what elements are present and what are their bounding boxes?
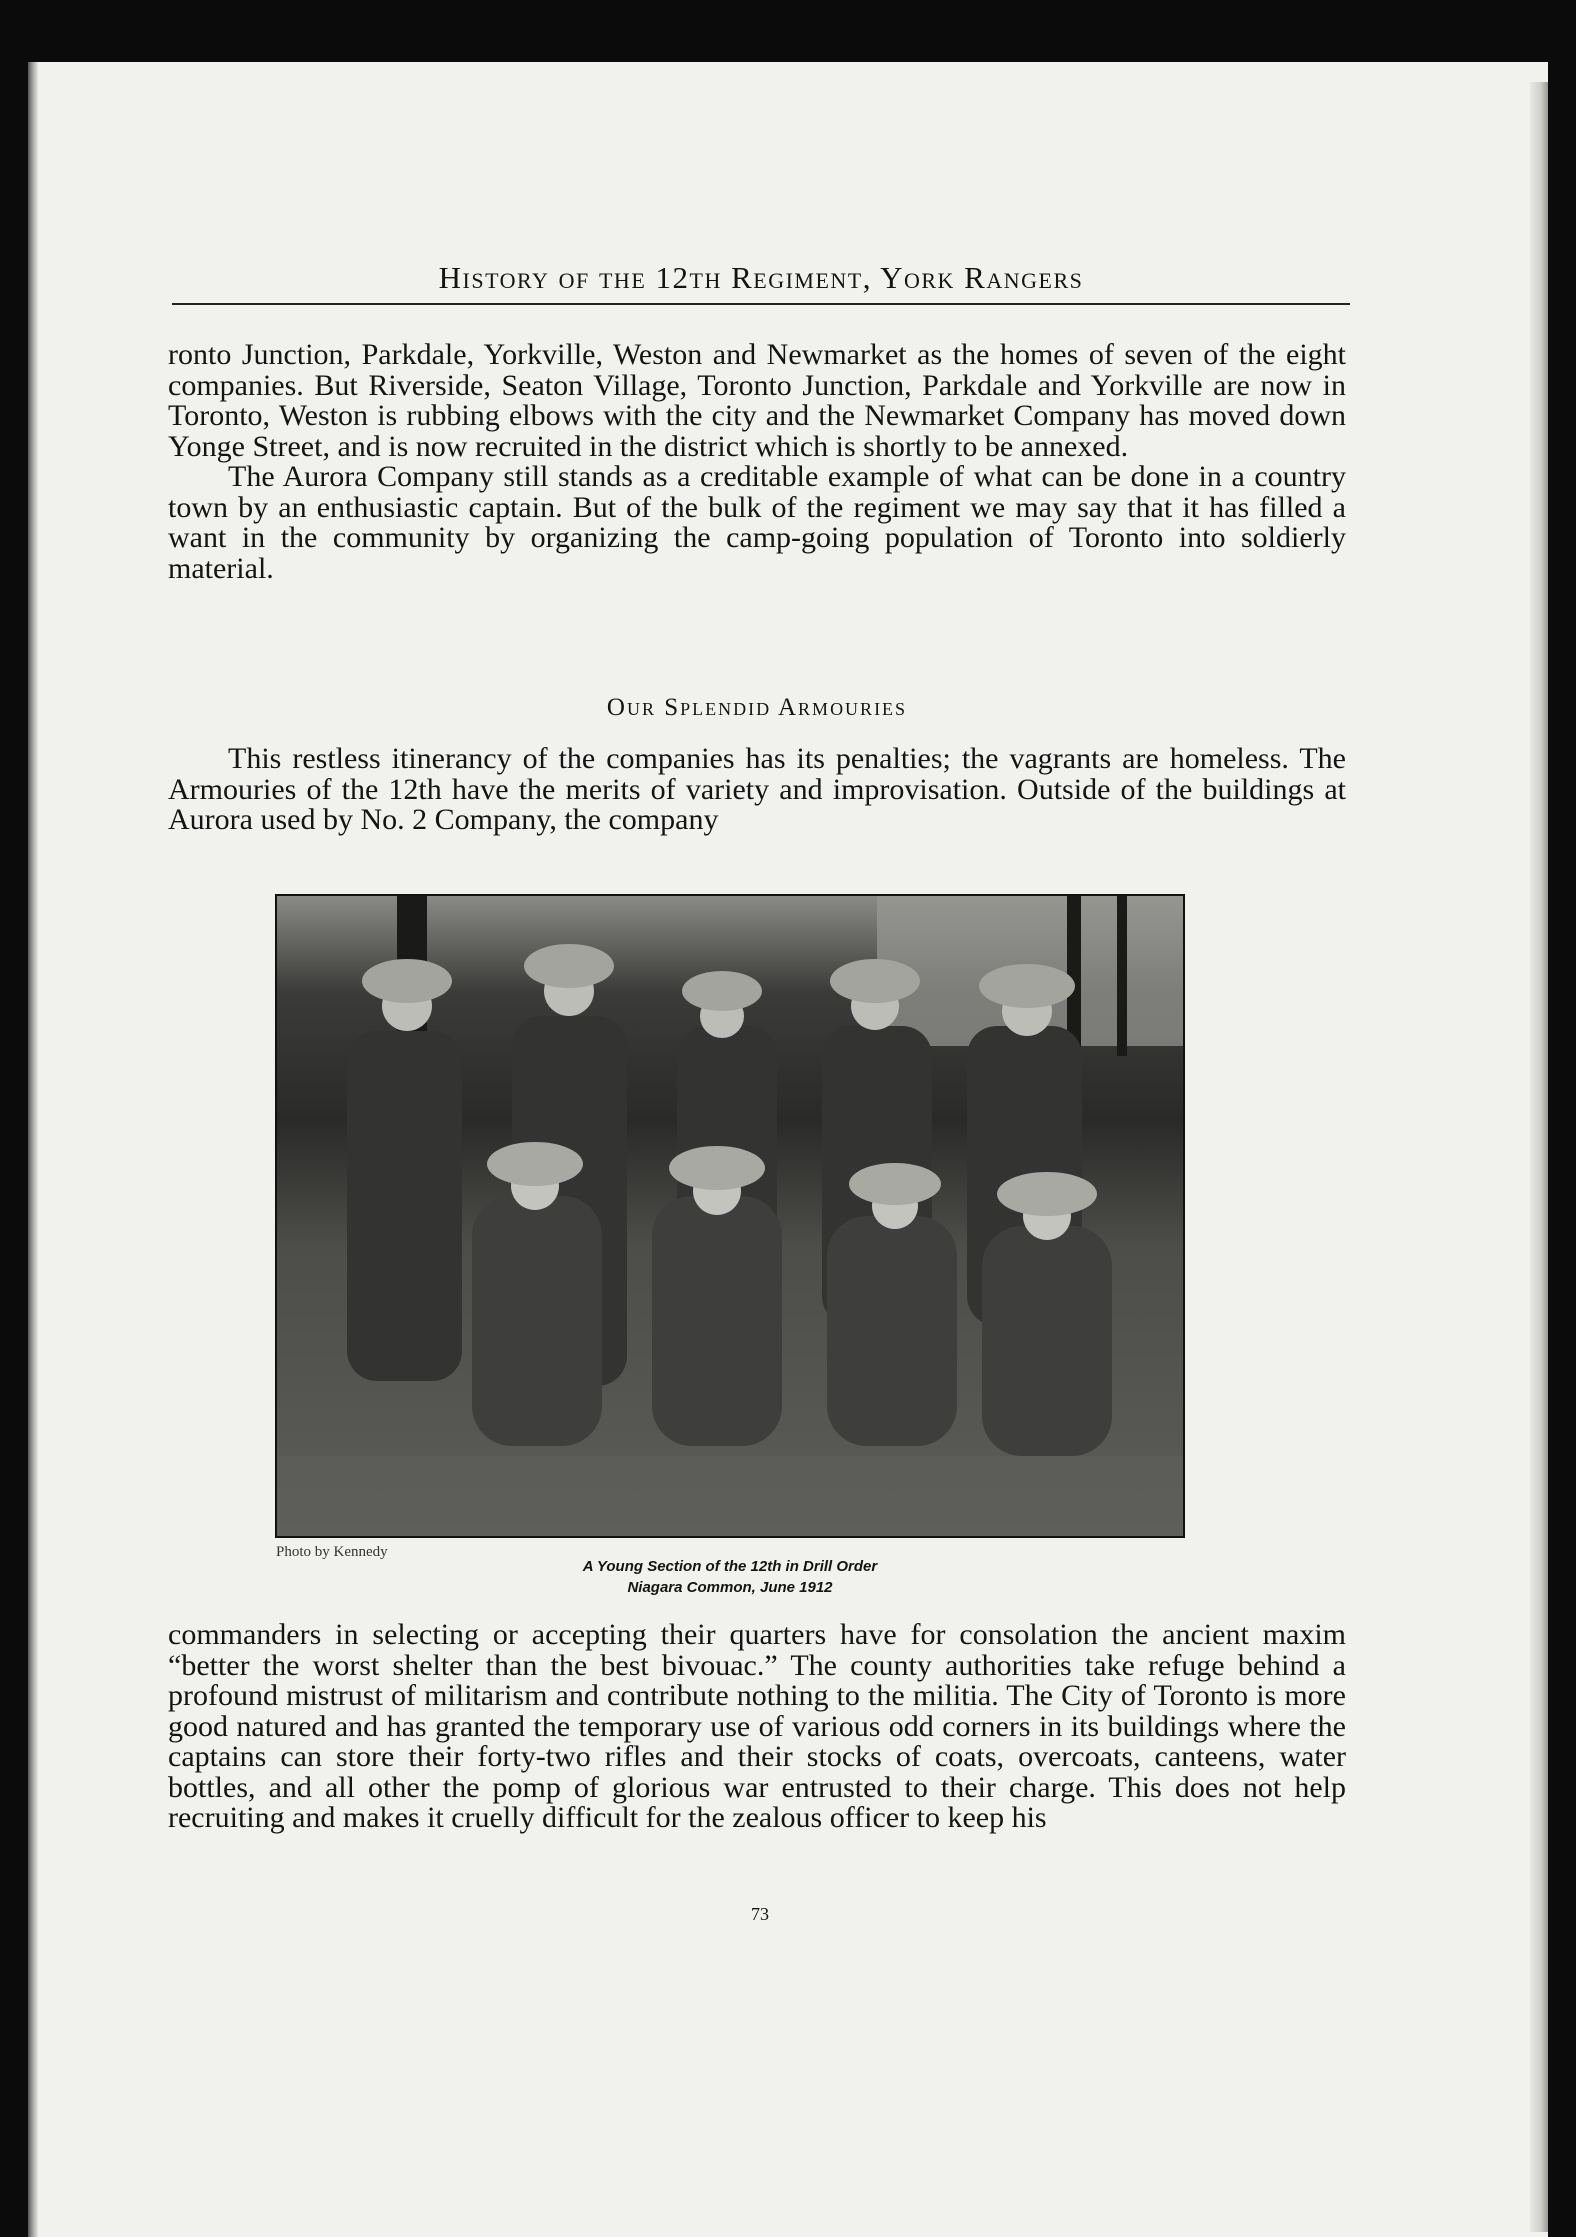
page-number: 73 xyxy=(751,1904,769,1924)
group-photograph xyxy=(275,894,1185,1538)
body-text-top xyxy=(168,340,1346,584)
paragraph: The Aurora Company still stands as a creditable example of what can be done in a country town by an enthusiastic captain. But of the bulk of the regiment we may say that it has filled a want in the community by organizing the camp-going population of Toronto into soldierly material. xyxy=(168,460,1346,585)
header-title: History of the 12th Regiment, York Rangers xyxy=(438,260,1084,295)
photo-caption xyxy=(500,1556,960,1598)
body-text-middle xyxy=(168,744,1346,836)
running-header xyxy=(172,262,1350,305)
paragraph: ronto Junction, Parkdale, Yorkville, Weston and Newmarket as the homes of seven of the eight companies. But Riverside, Seaton Village, Toronto Junction, Parkdale and Yorkville are now in Toronto, Weston is rubbing elbows with the city and the Newmarket Company has moved down Yonge Street, and is now recruited in the district which is shortly to be annexed. xyxy=(168,338,1346,463)
page-edge-shadow xyxy=(1530,82,1548,2232)
paragraph: This restless itinerancy of the companies has its penalties; the vagrants are homeless. The Armouries of the 12th have the merits of variety and improvisation. Outside of the buildings at Aurora used by No. 2 Company, the company xyxy=(168,742,1346,836)
caption-line: Niagara Common, June 1912 xyxy=(627,1579,833,1596)
paragraph: commanders in selecting or accepting their quarters have for consolation the ancient maxim “better the worst shelter than the best bivouac.” The county authorities take refuge behind a profound mistrust of militarism and contribute nothing to the militia. The City of Toronto is more good natured and has granted the temporary use of various odd corners in its buildings where the captains can store their forty-two rifles and their stocks of coats, overcoats, canteens, water bottles, and all other the pomp of glorious war entrusted to their charge. This does not help recruiting and makes it cruelly difficult for the zealous officer to keep his xyxy=(168,1618,1346,1834)
header-rule xyxy=(172,303,1350,305)
photo-image xyxy=(277,896,1183,1536)
section-heading: Our Splendid Armouries xyxy=(606,694,908,721)
body-text-bottom xyxy=(168,1620,1346,1834)
photo-credit: Photo by Kennedy xyxy=(276,1544,388,1560)
caption-line: A Young Section of the 12th in Drill Order xyxy=(582,1558,878,1575)
